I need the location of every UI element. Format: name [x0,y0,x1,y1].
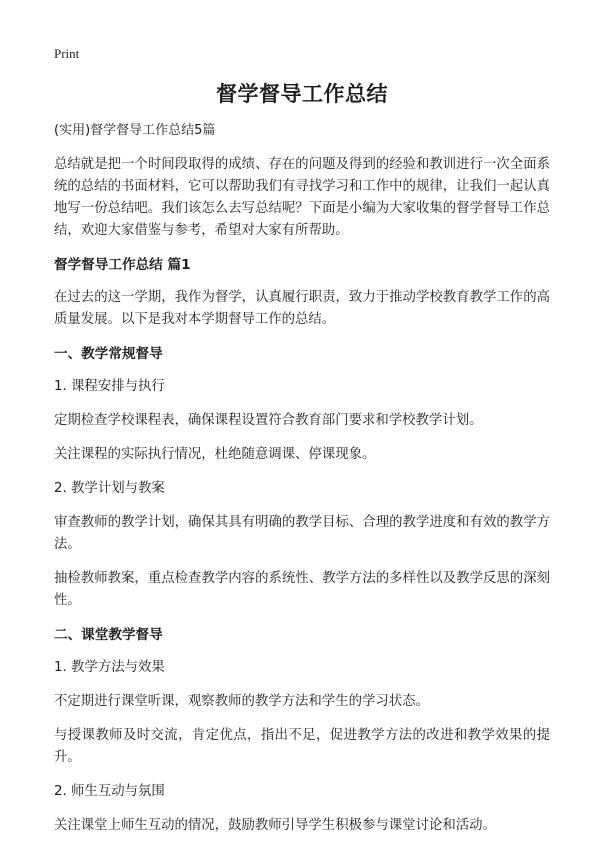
intro-paragraph: 总结就是把一个时间段取得的成绩、存在的问题及得到的经验和教训进行一次全面系统的总结的书面材料，它可以帮助我们有寻找学习和工作中的规律，让我们一起认真地写一份总结吧。我们该怎么去写总结呢？下面是小编为大家收集的督学督导工作总结，欢迎大家借鉴与参考，希望对大家有所帮助。 [54,157,550,238]
paragraph: 与授课教师及时交流，肯定优点，指出不足，促进教学方法的改进和教学效果的提升。 [54,728,550,765]
paragraph: 定期检查学校课程表，确保课程设置符合教育部门要求和学校教学计划。 [54,413,483,428]
item-heading-course-schedule: 1. 课程安排与执行 [54,379,165,394]
document-body [54,120,550,849]
item-heading-teaching-methods: 1. 教学方法与效果 [54,660,165,675]
document-subtitle: (实用)督学督导工作总结5篇 [54,123,216,138]
item-heading-teaching-plan: 2. 教学计划与教案 [54,481,165,496]
section-intro-paragraph: 在过去的这一学期，我作为督学，认真履行职责，致力于推动学校教育教学工作的高质量发展。以下是我对本学期督导工作的总结。 [54,290,550,327]
part-heading-teaching-routine: 一、教学常规督导 [54,346,163,362]
part-heading-classroom-teaching: 二、课堂教学督导 [54,627,163,643]
paragraph: 不定期进行课堂听课，观察教师的教学方法和学生的学习状态。 [54,694,429,709]
paragraph: 审查教师的教学计划，确保其具有明确的教学目标、合理的教学进度和有效的教学方法。 [54,515,550,552]
item-heading-interaction: 2. 师生互动与氛围 [54,784,165,799]
page-title: 督学督导工作总结 [216,82,388,106]
paragraph: 抽检教师教案，重点检查教学内容的系统性、教学方法的多样性以及教学反思的深刻性。 [54,571,550,608]
paragraph: 关注课程的实际执行情况，杜绝随意调课、停课现象。 [54,447,376,462]
section-heading: 督学督导工作总结 篇1 [54,257,191,273]
paragraph: 关注课堂上师生互动的情况，鼓励教师引导学生积极参与课堂讨论和活动。 [54,818,496,833]
print-link[interactable]: Print [54,46,80,61]
